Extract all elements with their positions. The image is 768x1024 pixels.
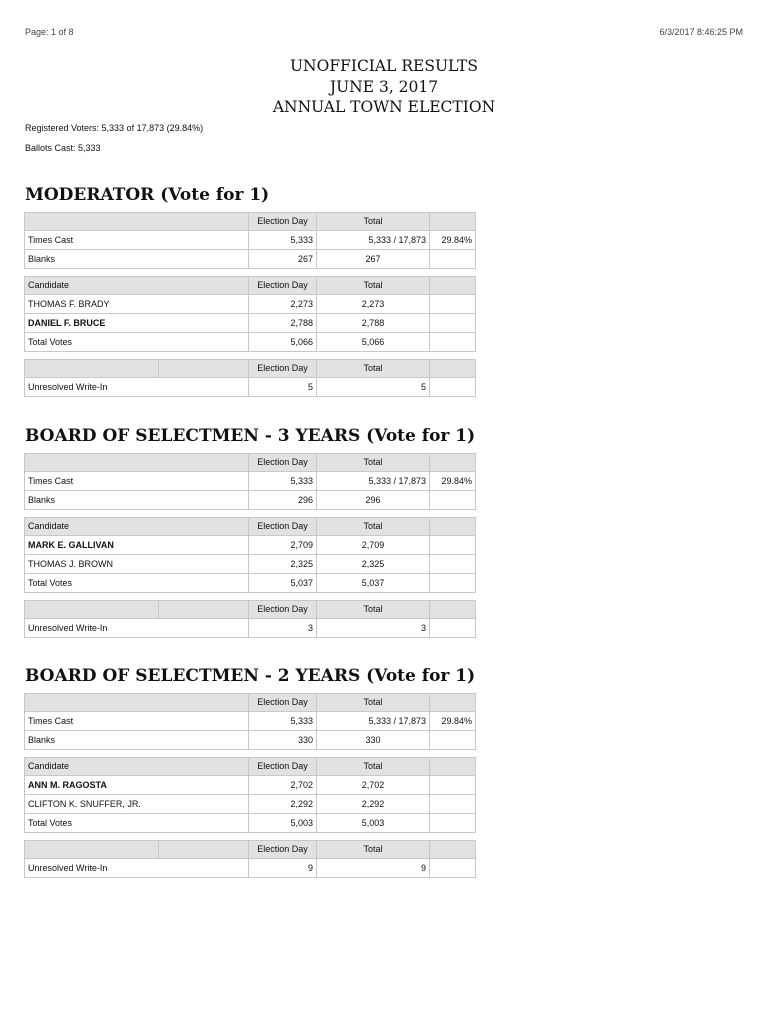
- total-value: 5,003: [317, 814, 430, 833]
- total-value: 2,709: [317, 536, 430, 555]
- election-day-value: 3: [249, 619, 317, 638]
- total-value: 2,325: [317, 555, 430, 574]
- header-cell-blank: [430, 360, 476, 378]
- page-number: Page: 1 of 8: [25, 27, 74, 37]
- total-value: 2,273: [317, 295, 430, 314]
- contest-selectmen-3yr: [24, 425, 476, 638]
- header-cell-blank: [159, 360, 249, 378]
- election-day-value: 9: [249, 859, 317, 878]
- table-header-row: [25, 758, 476, 776]
- candidate-row: [25, 795, 476, 814]
- table-header-row: [25, 694, 476, 712]
- total-value: 2,702: [317, 776, 430, 795]
- candidate-row-winner: [25, 536, 476, 555]
- empty-cell: [430, 314, 476, 333]
- table-header-row: [25, 841, 476, 859]
- election-day-value: 2,273: [249, 295, 317, 314]
- empty-cell: [430, 731, 476, 750]
- election-day-value: 5,003: [249, 814, 317, 833]
- contest-title: BOARD OF SELECTMEN - 2 YEARS (Vote for 1): [25, 666, 476, 686]
- header-cell-blank: [25, 841, 159, 859]
- election-day-value: 5,037: [249, 574, 317, 593]
- times-cast-row: [25, 231, 476, 250]
- total-value: 5,333 / 17,873: [317, 712, 430, 731]
- row-label: Total Votes: [25, 574, 249, 593]
- row-label: Unresolved Write-In: [25, 619, 249, 638]
- turnout-table: [24, 453, 476, 510]
- election-day-value: 2,325: [249, 555, 317, 574]
- table-header-row: [25, 277, 476, 295]
- header-cell-blank: [430, 601, 476, 619]
- header-candidate: Candidate: [25, 758, 249, 776]
- contest-moderator: [24, 184, 476, 397]
- total-value: 330: [317, 731, 430, 750]
- times-cast-row: [25, 712, 476, 731]
- empty-cell: [430, 574, 476, 593]
- contest-title: MODERATOR (Vote for 1): [25, 185, 270, 205]
- candidate-name: MARK E. GALLIVAN: [25, 536, 249, 555]
- ballots-cast: Ballots Cast: 5,333: [25, 143, 101, 153]
- total-value: 5,333 / 17,873: [317, 231, 430, 250]
- blanks-row: [25, 731, 476, 750]
- turnout-table: [24, 693, 476, 750]
- table-header-row: [25, 213, 476, 231]
- election-day-value: 2,788: [249, 314, 317, 333]
- writein-table: [24, 600, 476, 638]
- total-value: 5,333 / 17,873: [317, 472, 430, 491]
- title-line-3: ANNUAL TOWN ELECTION: [272, 98, 496, 116]
- times-cast-row: [25, 472, 476, 491]
- empty-cell: [430, 619, 476, 638]
- row-label: Blanks: [25, 491, 249, 510]
- election-day-value: 330: [249, 731, 317, 750]
- header-election-day: Election Day: [249, 694, 317, 712]
- candidate-row-winner: [25, 314, 476, 333]
- row-label: Unresolved Write-In: [25, 378, 249, 397]
- header-cell-blank: [430, 694, 476, 712]
- header-election-day: Election Day: [249, 601, 317, 619]
- header-election-day: Election Day: [249, 277, 317, 295]
- table-header-row: [25, 360, 476, 378]
- candidate-name: ANN M. RAGOSTA: [25, 776, 249, 795]
- header-total: Total: [317, 601, 430, 619]
- header-total: Total: [317, 454, 430, 472]
- registered-voters: Registered Voters: 5,333 of 17,873 (29.84%): [25, 123, 204, 133]
- header-total: Total: [317, 694, 430, 712]
- candidate-name: DANIEL F. BRUCE: [25, 314, 249, 333]
- election-day-value: 5,333: [249, 712, 317, 731]
- total-votes-row: [25, 574, 476, 593]
- writein-row: [25, 378, 476, 397]
- header-total: Total: [317, 758, 430, 776]
- total-value: 5,066: [317, 333, 430, 352]
- percent-value: 29.84%: [430, 231, 476, 250]
- candidate-row: [25, 295, 476, 314]
- header-cell-blank: [430, 213, 476, 231]
- header-election-day: Election Day: [249, 518, 317, 536]
- row-label: Total Votes: [25, 333, 249, 352]
- total-value: 5: [317, 378, 430, 397]
- header-election-day: Election Day: [249, 454, 317, 472]
- header-cell-blank: [25, 694, 249, 712]
- contest-title: BOARD OF SELECTMEN - 3 YEARS (Vote for 1): [25, 426, 476, 446]
- header-cell-blank: [430, 454, 476, 472]
- header-total: Total: [317, 360, 430, 378]
- total-value: 2,788: [317, 314, 430, 333]
- writein-table: [24, 359, 476, 397]
- empty-cell: [430, 333, 476, 352]
- election-day-value: 5,333: [249, 472, 317, 491]
- blanks-row: [25, 250, 476, 269]
- header-total: Total: [317, 841, 430, 859]
- row-label: Times Cast: [25, 712, 249, 731]
- election-day-value: 296: [249, 491, 317, 510]
- election-day-value: 267: [249, 250, 317, 269]
- table-header-row: [25, 454, 476, 472]
- row-label: Blanks: [25, 250, 249, 269]
- total-value: 5,037: [317, 574, 430, 593]
- turnout-table: [24, 212, 476, 269]
- empty-cell: [430, 859, 476, 878]
- total-value: 2,292: [317, 795, 430, 814]
- writein-row: [25, 619, 476, 638]
- candidate-name: THOMAS J. BROWN: [25, 555, 249, 574]
- header-cell-blank: [25, 454, 249, 472]
- candidate-row: [25, 555, 476, 574]
- header-cell-blank: [430, 841, 476, 859]
- empty-cell: [430, 795, 476, 814]
- writein-row: [25, 859, 476, 878]
- candidate-name: CLIFTON K. SNUFFER, JR.: [25, 795, 249, 814]
- blanks-row: [25, 491, 476, 510]
- header-election-day: Election Day: [249, 841, 317, 859]
- empty-cell: [430, 491, 476, 510]
- percent-value: 29.84%: [430, 712, 476, 731]
- total-votes-row: [25, 333, 476, 352]
- total-value: 267: [317, 250, 430, 269]
- candidate-row-winner: [25, 776, 476, 795]
- election-day-value: 2,709: [249, 536, 317, 555]
- empty-cell: [430, 295, 476, 314]
- empty-cell: [430, 776, 476, 795]
- election-day-value: 5,333: [249, 231, 317, 250]
- candidate-name: THOMAS F. BRADY: [25, 295, 249, 314]
- election-day-value: 2,702: [249, 776, 317, 795]
- writein-table: [24, 840, 476, 878]
- header-candidate: Candidate: [25, 277, 249, 295]
- title-line-1: UNOFFICIAL RESULTS: [289, 57, 478, 75]
- table-header-row: [25, 518, 476, 536]
- header-cell-blank: [430, 277, 476, 295]
- header-cell-blank: [430, 758, 476, 776]
- election-day-value: 5: [249, 378, 317, 397]
- header-cell-blank: [159, 841, 249, 859]
- header-cell-blank: [430, 518, 476, 536]
- row-label: Unresolved Write-In: [25, 859, 249, 878]
- candidates-table: [24, 757, 476, 833]
- header-election-day: Election Day: [249, 758, 317, 776]
- row-label: Times Cast: [25, 231, 249, 250]
- empty-cell: [430, 378, 476, 397]
- header-election-day: Election Day: [249, 360, 317, 378]
- election-day-value: 5,066: [249, 333, 317, 352]
- empty-cell: [430, 250, 476, 269]
- total-value: 9: [317, 859, 430, 878]
- header-election-day: Election Day: [249, 213, 317, 231]
- contest-selectmen-2yr: [24, 665, 476, 878]
- row-label: Total Votes: [25, 814, 249, 833]
- row-label: Blanks: [25, 731, 249, 750]
- empty-cell: [430, 814, 476, 833]
- total-value: 3: [317, 619, 430, 638]
- print-timestamp: 6/3/2017 8:46:25 PM: [659, 27, 743, 37]
- header-total: Total: [317, 213, 430, 231]
- election-day-value: 2,292: [249, 795, 317, 814]
- empty-cell: [430, 555, 476, 574]
- total-votes-row: [25, 814, 476, 833]
- title-line-2: JUNE 3, 2017: [329, 77, 439, 96]
- header-total: Total: [317, 277, 430, 295]
- header-cell-blank: [25, 213, 249, 231]
- table-header-row: [25, 601, 476, 619]
- header-cell-blank: [159, 601, 249, 619]
- header-cell-blank: [25, 360, 159, 378]
- candidates-table: [24, 517, 476, 593]
- percent-value: 29.84%: [430, 472, 476, 491]
- header-cell-blank: [25, 601, 159, 619]
- total-value: 296: [317, 491, 430, 510]
- header-total: Total: [317, 518, 430, 536]
- empty-cell: [430, 536, 476, 555]
- report-title: [0, 56, 768, 118]
- header-candidate: Candidate: [25, 518, 249, 536]
- row-label: Times Cast: [25, 472, 249, 491]
- candidates-table: [24, 276, 476, 352]
